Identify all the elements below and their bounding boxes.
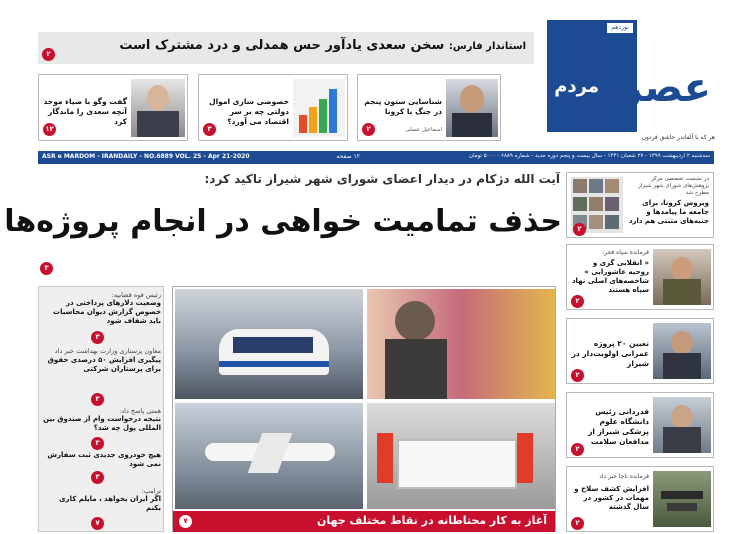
left-item-5-title: اگر ایران بخواهد ، مایلم کاری بکنم	[59, 495, 161, 512]
left-item-2-page-badge: ۳	[91, 393, 104, 406]
teaser-2[interactable]	[198, 74, 348, 141]
main-story-kicker: آیت الله دژکام در دیدار اعضای شورای شهر شیراز تاکید کرد:	[204, 172, 560, 186]
right-item-1-page-badge: ۲	[573, 223, 586, 236]
left-item-1[interactable]	[43, 291, 161, 326]
top-headline-kicker: استاندار فارس:	[448, 41, 526, 52]
right-item-3-page-badge: ۲	[571, 369, 584, 382]
left-item-5-page-badge: ۷	[91, 517, 104, 530]
right-item-1-title: ویروس کرونا، برای جامعه ما پیامدها و جنبه‌های مثبتی هم دارد	[628, 199, 709, 225]
left-item-3-page-badge: ۳	[91, 437, 104, 450]
teaser-1-page-badge: ۲	[362, 123, 375, 136]
masthead-badge: نوزدهم	[607, 23, 633, 33]
teaser-1-author: اسماعیل عسلی	[405, 127, 442, 133]
left-item-5[interactable]	[43, 487, 161, 513]
right-item-2-title: « انقلابی گری و روحیه عاشورایی » شاخصه‌های اصلی نهاد سپاه هستند	[571, 259, 649, 294]
issue-bar	[38, 151, 714, 164]
main-story-page-badge: ۳	[40, 262, 53, 275]
left-item-4-title: هیچ خودروی جدیدی ثبت سفارش نمی شود	[47, 451, 161, 468]
photo-metro	[175, 289, 363, 399]
teaser-3[interactable]	[38, 74, 188, 141]
left-item-2-title: پیگیری افزایش ۵۰ درصدی حقوق برای پرستاران شرکتی	[47, 356, 161, 373]
issue-latin: ASR e MARDOM - IRANDAILY - NO.6889 VOL. 25 - Apr 21-2020	[42, 153, 250, 160]
issue-pages: ۱۲ صفحه	[336, 153, 360, 160]
right-item-4[interactable]	[566, 392, 714, 458]
right-item-3-title: تعیین ۲۰ پروژه عمرانی اولویت‌دار در شیراز	[571, 339, 649, 368]
top-headline-title: سخن سعدی یادآور حس همدلی و درد مشترک است	[119, 38, 445, 53]
teaser-3-title: گفت وگو با ضیاء موحد آنچه سعدی را ماندگار کرد	[43, 97, 127, 126]
left-item-5-kicker: ترامپ:	[141, 487, 161, 495]
photo-car-factory	[367, 403, 555, 509]
right-item-3-photo	[653, 323, 711, 379]
photo-caption-text: آغاز به کار محتاطانه در نقاط مختلف جهان	[317, 514, 547, 527]
right-item-5-kicker: فرمانده ناجا خبر داد	[599, 473, 649, 480]
right-item-1[interactable]	[566, 172, 714, 238]
masthead-tagline: هر که با آلفاندر حاشق فردون	[641, 134, 715, 141]
right-item-5-title: افزایش کشف سلاح و مهمات در کشور در سال گذشته	[574, 485, 649, 511]
photo-shop	[367, 289, 555, 399]
teaser-1-photo	[446, 79, 498, 137]
photo-caption-bar	[173, 511, 555, 532]
left-item-3-title: نتیجه درخواست وام از صندوق بین المللی پول چه شد؟	[43, 415, 161, 432]
top-headline-text	[56, 38, 526, 53]
right-item-3[interactable]	[566, 318, 714, 384]
right-item-5-photo	[653, 471, 711, 527]
top-headline-page-badge: ۲	[42, 48, 55, 61]
right-item-5-page-badge: ۲	[571, 517, 584, 530]
teaser-2-chart-photo	[293, 79, 345, 137]
right-item-2-photo	[653, 249, 711, 305]
right-item-2[interactable]	[566, 244, 714, 310]
teaser-3-photo	[131, 79, 185, 137]
left-column	[38, 286, 164, 532]
masthead	[547, 20, 715, 147]
photo-caption-page-badge: ۷	[179, 515, 192, 528]
left-item-1-kicker: رئیس قوه قضاییه:	[111, 291, 161, 299]
right-item-4-page-badge: ۲	[571, 443, 584, 456]
right-item-2-kicker: فرمانده سپاه فجر:	[602, 249, 649, 256]
teaser-2-page-badge: ۳	[203, 123, 216, 136]
right-item-4-photo	[653, 397, 711, 453]
left-item-4[interactable]	[43, 451, 161, 469]
left-item-3[interactable]	[43, 407, 161, 433]
right-item-5[interactable]	[566, 466, 714, 532]
right-item-1-kicker: در نشست تخصصی مرکز پژوهش‌های شورای شهر شیراز مطرح شد	[638, 176, 709, 196]
right-item-2-page-badge: ۲	[571, 295, 584, 308]
teaser-2-title: خصوصی سازی اموال دولتی چه بر سر اقتصاد می آورد؟	[209, 97, 289, 126]
teaser-1[interactable]	[357, 74, 501, 141]
left-item-2[interactable]	[43, 347, 161, 374]
photo-aircraft-factory	[175, 403, 363, 509]
left-item-1-page-badge: ۳	[91, 331, 104, 344]
right-item-4-title: قدردانی رئیس دانشگاه علوم پزشکی شیراز از مدافعان سلامت	[588, 407, 649, 446]
issue-date: سه‌شنبه ۲ اردیبهشت ۱۳۹۹ - ۲۷ شعبان ۱۴۴۱ - سال بیست و پنجم دوره جدید - شماره ۶۸۸۹ - ۵۰۰۰ تومان	[468, 153, 710, 159]
teaser-1-title: شناسایی ستون پنجم در جنگ با کرونا	[364, 97, 442, 116]
main-story-headline[interactable]: حذف تمامیت خواهی در انجام پروژه‌ها	[4, 204, 562, 239]
left-item-3-kicker: همتی پاسخ داد:	[119, 407, 161, 415]
masthead-logo-main: عصر	[619, 65, 711, 111]
teaser-3-page-badge: ۱۲	[43, 123, 56, 136]
top-headline-strip[interactable]	[38, 32, 534, 64]
photo-collage[interactable]	[172, 286, 556, 532]
left-item-4-page-badge: ۳	[91, 471, 104, 484]
left-item-2-kicker: معاون پرستاری وزارت بهداشت خبر داد	[54, 347, 161, 355]
masthead-logo-sub: مردم	[554, 76, 599, 97]
left-item-1-title: وضعیت دلارهای پرداختی در خصوص گزارش دیوان محاسبات باید شفاف شود	[53, 299, 161, 325]
